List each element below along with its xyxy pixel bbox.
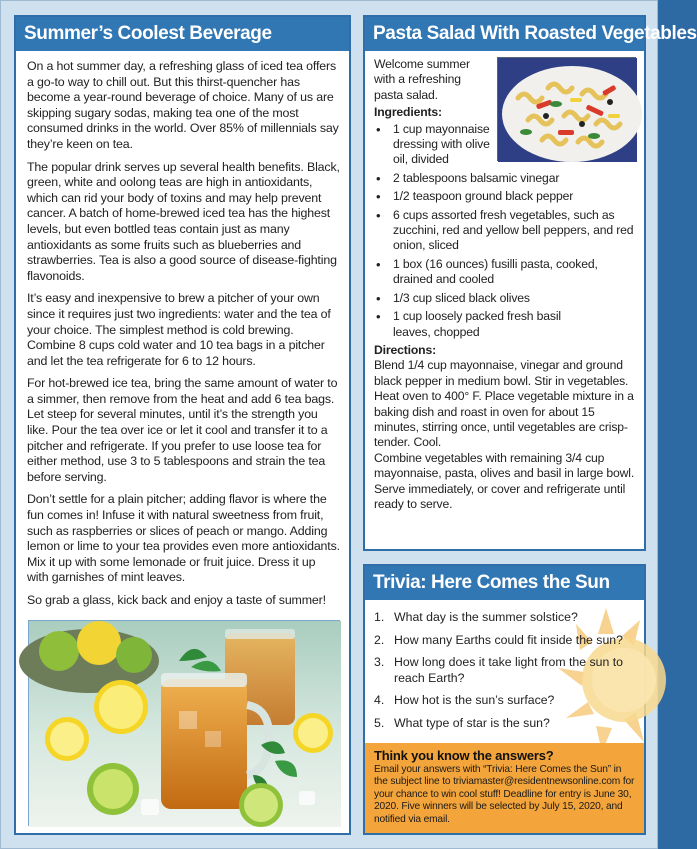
beverage-paragraph: So grab a glass, kick back and enjoy a taste of summer! [27,593,326,607]
trivia-question: 1. What day is the summer solstice? [374,610,578,624]
beverage-title: Summer’s Coolest Beverage [16,17,349,51]
direction-step: Heat oven to 400° F. Place vegetable mixture in a baking dish and roast in oven for about 15 minutes, stirring once, until vegetables are crisp-tender. Cool. [374,389,634,450]
beverage-paragraph: For hot-brewed ice tea, bring the same amount of water to a simmer, then remove from the heat and add 6 tea bags. Let steep for several minutes, until it’s the strength you like. Pour the tea over ice or let it cool and transfer it to a pitcher and refrigerate. If you prefer to use loose tea for either method, use 3 to 5 tablespoons and strain the tea before serving. [27,376,338,484]
pasta-title: Pasta Salad With Roasted Vegetables [365,17,644,51]
directions [374,358,636,512]
ingredient-item: • 1 box (16 ounces) fusilli pasta, cooked, drained and cooled [374,257,636,288]
beverage-article [14,15,351,835]
trivia-title: Trivia: Here Comes the Sun [365,566,644,600]
ingredient-item: • 1 cup mayonnaise dressing with olive oil, divided [374,122,494,168]
iced-tea-photo [28,620,340,826]
ingredient-item: • 1/3 cup sliced black olives [374,291,636,306]
ingredient-item: • 1 cup loosely packed fresh basil leaves, chopped [374,309,589,340]
trivia-box [363,564,646,835]
beverage-body [16,51,349,609]
answers-heading: Think you know the answers? [374,748,554,763]
ingredient-item: • 1/2 teaspoon ground black pepper [374,189,636,204]
ingredient-item: • 6 cups assorted fresh vegetables, such as zucchini, red and yellow bell peppers, and red onion, sliced [374,208,636,254]
direction-step: Combine vegetables with remaining 3/4 cup mayonnaise, pasta, olives and basil in large bowl. Serve immediately, or cover and refrigerate until ready to serve. [374,450,635,511]
beverage-paragraph: Don’t settle for a plain pitcher; adding flavor is where the fun comes in! Infuse it with natural sweetness from fruit, such as raspberries or slices of peach or mango. Adding lemon or lime to your tea provides even more antioxidants. Mix it up with some lemonade or fruit juice. Dress it up with garnishes of mint leaves. [27,492,340,585]
trivia-questions [365,600,644,732]
direction-step: Blend 1/4 cup mayonnaise, vinegar and ground black pepper in medium bowl. Stir in vegetables. [374,358,629,388]
answers-callout [365,743,644,833]
beverage-paragraph: The popular drink serves up several health benefits. Black, green, white and oolong teas are high in antioxidants, which can rid your body of toxins and may help prevent cancer. A batch of home-brewed iced tea has the highest levels, but even bottled teas contain just as many antioxidants as some fruits such as blueberries and strawberries. Tea is also a good source of disease-fighting flavonoids. [27,159,340,283]
beverage-paragraph: It’s easy and inexpensive to brew a pitcher of your own since it requires just two ingredients: water and the tea of your choice. The simplest method is cold brewing. Combine 8 cups cold water and 10 tea bags in a pitcher and let the tea refrigerate for 6 to 12 hours. [27,291,331,368]
pasta-salad-photo [497,57,636,161]
ingredient-item: • 2 tablespoons balsamic vinegar [374,171,636,186]
trivia-question: 5. What type of star is the sun? [374,715,550,730]
trivia-question: 2. How many Earths could fit inside the sun? [374,632,623,647]
answers-text: Email your answers with “Trivia: Here Comes the Sun” in the subject line to triviamaster@residentnewsonline.com for your chance to win cool stuff! Deadline for entry is June 30, 2020. Five winners will be selected by July 15, 2020, and notified via email. [374,764,635,825]
trivia-question: 3. How long does it take light from the sun to reach Earth? [374,655,623,685]
pasta-recipe [363,15,697,551]
pasta-intro: Welcome summer with a refreshing pasta salad. [374,57,470,102]
trivia-question: 4. How hot is the sun’s surface? [374,693,555,708]
ingredients-label: Ingredients: [374,105,442,120]
directions-label: Directions: [374,342,437,357]
beverage-paragraph: On a hot summer day, a refreshing glass of iced tea offers a go-to way to chill out. But this thirst-quencher has become a year-round beverage of choice. Many of us are skipping sugary sodas, making tea one of the most consumed drinks in the world. Over 85% of millennials say they’re keen on tea. [27,59,339,151]
pasta-body [365,51,644,512]
